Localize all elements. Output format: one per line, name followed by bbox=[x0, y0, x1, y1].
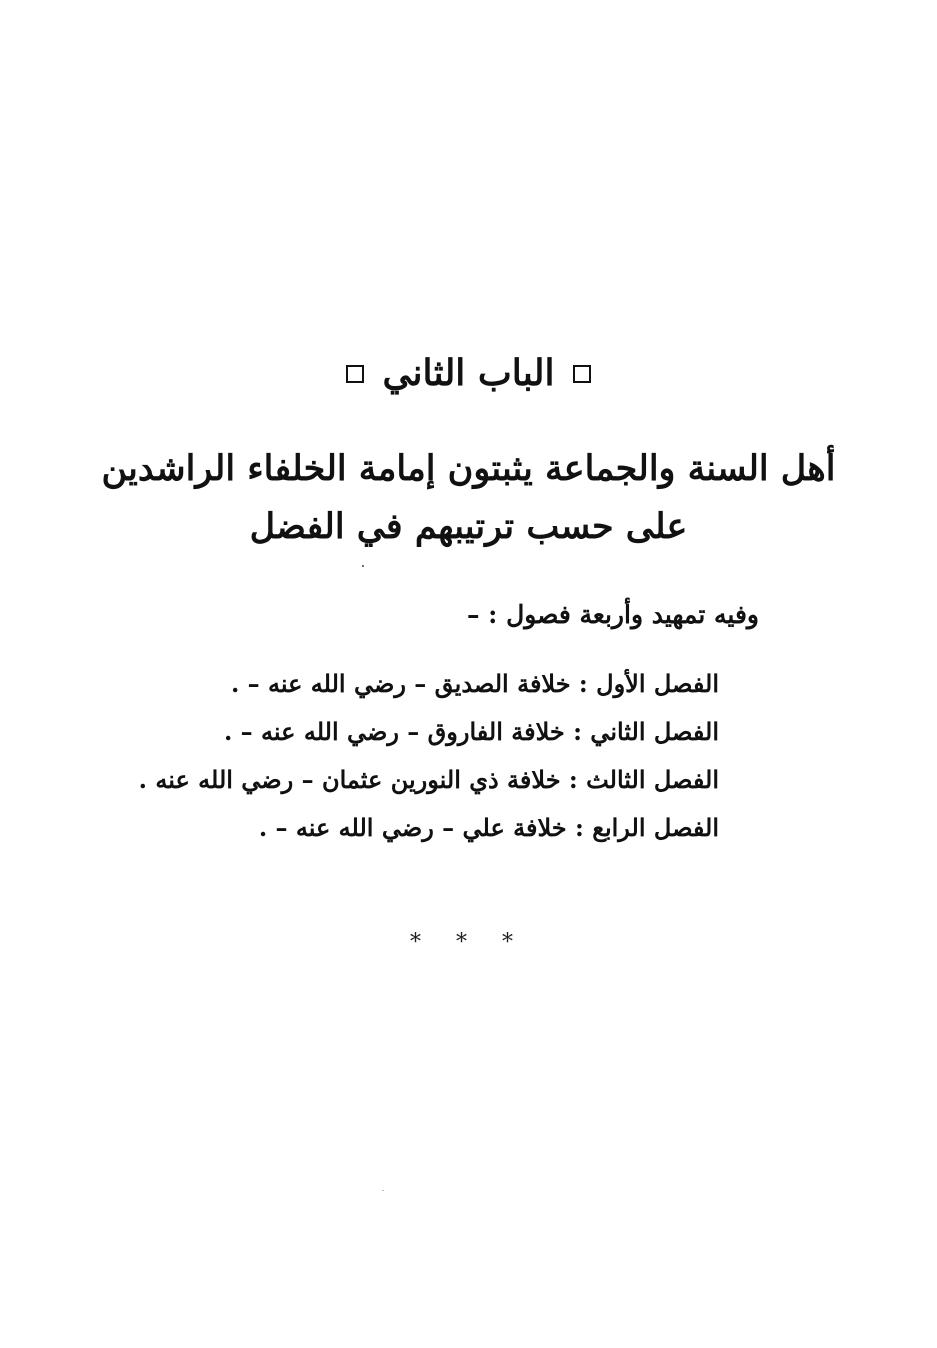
section-item-1: الفصل الأول : خلافة الصديق – رضي الله عنه – . bbox=[230, 669, 719, 698]
decorative-dot bbox=[362, 565, 364, 567]
square-marker-icon bbox=[346, 365, 364, 383]
page-speck bbox=[382, 1190, 384, 1191]
intro-text: وفيه تمهيد وأربعة فصول : – bbox=[466, 600, 759, 629]
main-title-line-2: على حسب ترتيبهم في الفضل bbox=[249, 506, 688, 547]
chapter-title: الباب الثاني bbox=[382, 352, 555, 394]
sections-list bbox=[139, 660, 719, 852]
section-separator: * * * bbox=[410, 930, 527, 955]
square-marker-icon bbox=[573, 365, 591, 383]
main-title bbox=[100, 440, 837, 556]
main-title-line-1: أهل السنة والجماعة يثبتون إمامة الخلفاء الراشدين bbox=[101, 448, 836, 489]
chapter-heading bbox=[0, 352, 937, 395]
section-item-3: الفصل الثالث : خلافة ذي النورين عثمان – رضي الله عنه . bbox=[138, 765, 719, 794]
section-item-2: الفصل الثاني : خلافة الفاروق – رضي الله عنه – . bbox=[223, 717, 719, 746]
section-item-4: الفصل الرابع : خلافة علي – رضي الله عنه – . bbox=[258, 813, 719, 842]
